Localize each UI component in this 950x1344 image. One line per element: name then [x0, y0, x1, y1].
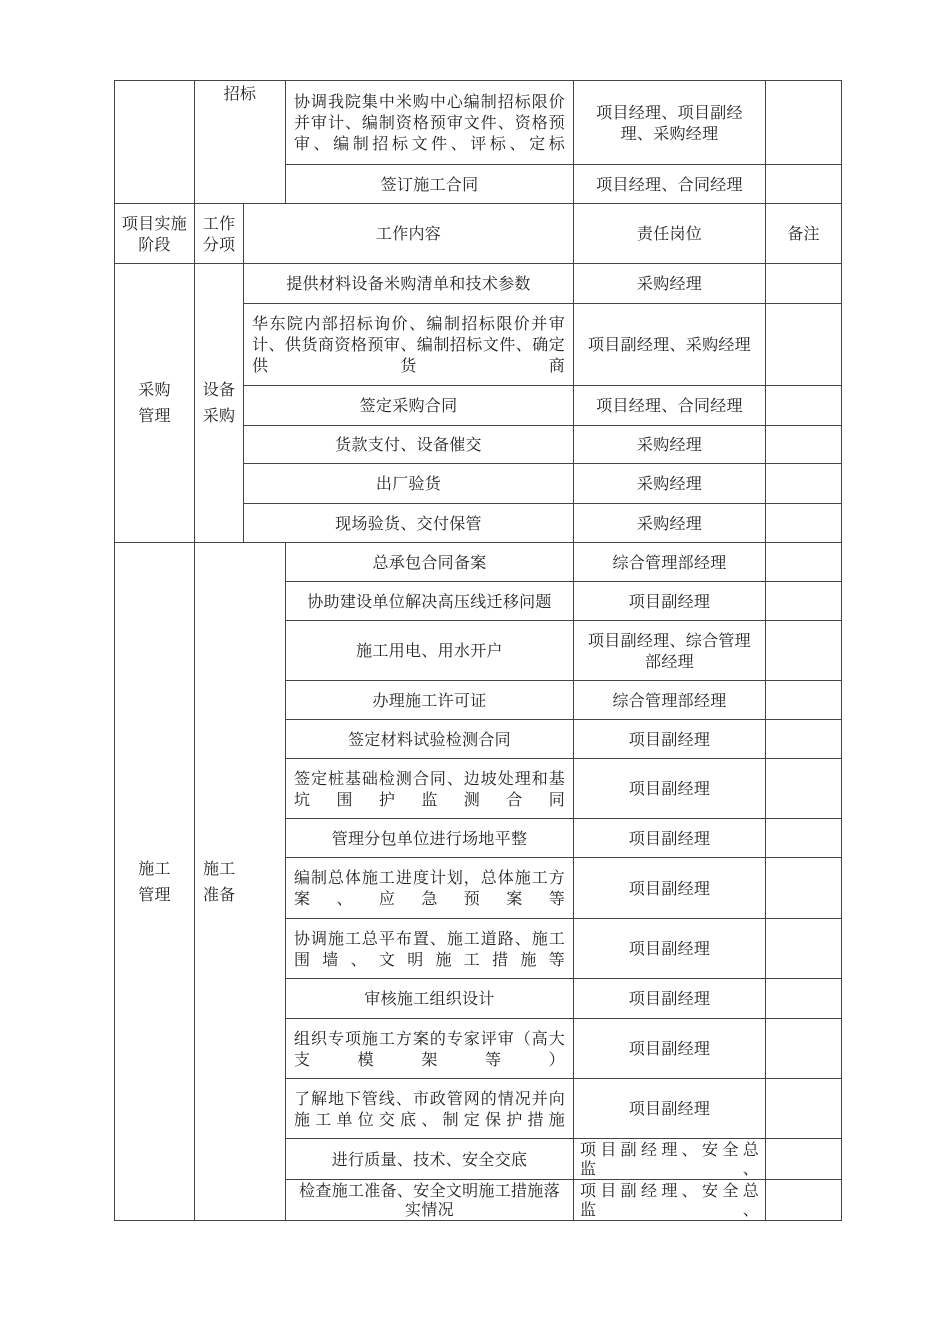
remark-cell [766, 720, 842, 759]
header-subitem: 工作分项 [195, 204, 244, 264]
responsible-role: 项目副经理 [574, 858, 766, 919]
remark-cell [766, 1180, 842, 1221]
remark-cell [766, 543, 842, 582]
responsible-role: 项目副经理 [574, 720, 766, 759]
remark-cell [766, 386, 842, 426]
remark-cell [766, 304, 842, 386]
remark-cell [766, 759, 842, 819]
work-content: 审核施工组织设计 [286, 979, 574, 1019]
work-content: 管理分包单位进行场地平整 [286, 819, 574, 858]
work-content: 签定桩基础检测合同、边坡处理和基坑围护监测合同 [286, 759, 574, 819]
remark-cell [766, 582, 842, 621]
work-content: 施工用电、用水开户 [286, 621, 574, 681]
responsible-role: 采购经理 [574, 464, 766, 504]
remark-cell [766, 165, 842, 204]
responsible-role: 项目副经理 [574, 1079, 766, 1139]
work-content: 协助建设单位解决高压线迁移问题 [286, 582, 574, 621]
responsible-role: 采购经理 [574, 504, 766, 543]
work-content: 签定采购合同 [244, 386, 574, 426]
remark-cell [766, 979, 842, 1019]
responsible-role: 项目副经理 [574, 979, 766, 1019]
responsible-role: 项目副经理 [574, 582, 766, 621]
work-content: 协调施工总平布置、施工道路、施工围墙、文明施工措施等 [286, 919, 574, 979]
remark-cell [766, 1139, 842, 1180]
work-content: 进行质量、技术、安全交底 [286, 1139, 574, 1180]
responsibility-table [114, 80, 842, 1221]
remark-cell [766, 858, 842, 919]
responsible-role: 采购经理 [574, 264, 766, 304]
responsible-role: 项目经理、合同经理 [574, 386, 766, 426]
work-content: 办理施工许可证 [286, 681, 574, 720]
subitem-construction-preparation [195, 543, 286, 1221]
phase-label-bidding: 招标 [195, 81, 286, 204]
work-content: 提供材料设备米购清单和技术参数 [244, 264, 574, 304]
work-content: 华东院内部招标询价、编制招标限价并审计、供货商资格预审、编制招标文件、确定供货商 [244, 304, 574, 386]
responsible-role: 项目副经理、安全总监、 [574, 1139, 766, 1180]
work-content: 总承包合同备案 [286, 543, 574, 582]
remark-cell [766, 264, 842, 304]
responsible-role: 项目经理、项目副经理、采购经理 [574, 81, 766, 165]
responsible-role: 项目经理、合同经理 [574, 165, 766, 204]
stage-construction: 施工管理 [115, 543, 195, 1221]
remark-cell [766, 81, 842, 165]
responsible-role: 项目副经理、采购经理 [574, 304, 766, 386]
responsible-role: 综合管理部经理 [574, 681, 766, 720]
header-stage: 项目实施阶段 [115, 204, 195, 264]
work-content: 检查施工准备、安全文明施工措施落实情况 [286, 1180, 574, 1221]
work-content: 签订施工合同 [286, 165, 574, 204]
responsible-role: 项目副经理 [574, 919, 766, 979]
subitem-equipment-procurement: 设备采购 [195, 264, 244, 543]
remark-cell [766, 1079, 842, 1139]
stage-procurement: 采购管理 [115, 264, 195, 543]
responsible-role: 综合管理部经理 [574, 543, 766, 582]
work-content: 协调我院集中米购中心编制招标限价并审计、编制资格预审文件、资格预审、编制招标文件、评标、定标 [286, 81, 574, 165]
work-content: 现场验货、交付保管 [244, 504, 574, 543]
work-content: 编制总体施工进度计划，总体施工方案、应急预案等 [286, 858, 574, 919]
work-content: 货款支付、设备催交 [244, 426, 574, 464]
remark-cell [766, 504, 842, 543]
continued-stage-cell [115, 81, 195, 204]
header-note: 备注 [766, 204, 842, 264]
work-content: 了解地下管线、市政管网的情况并向施工单位交底、制定保护措施 [286, 1079, 574, 1139]
responsible-role: 项目副经理、综合管理部经理 [574, 621, 766, 681]
remark-cell [766, 681, 842, 720]
work-content: 组织专项施工方案的专家评审（高大支模架等） [286, 1019, 574, 1079]
remark-cell [766, 1019, 842, 1079]
work-content: 出厂验货 [244, 464, 574, 504]
remark-cell [766, 819, 842, 858]
responsible-role: 采购经理 [574, 426, 766, 464]
responsible-role: 项目副经理 [574, 819, 766, 858]
responsible-role: 项目副经理 [574, 1019, 766, 1079]
remark-cell [766, 919, 842, 979]
remark-cell [766, 621, 842, 681]
header-role: 责任岗位 [574, 204, 766, 264]
subitem-construction-preparation-label: 施工准备 [203, 858, 236, 904]
responsible-role: 项目副经理、安全总监、 [574, 1180, 766, 1221]
header-content: 工作内容 [244, 204, 574, 264]
remark-cell [766, 426, 842, 464]
remark-cell [766, 464, 842, 504]
responsible-role: 项目副经理 [574, 759, 766, 819]
work-content: 签定材料试验检测合同 [286, 720, 574, 759]
